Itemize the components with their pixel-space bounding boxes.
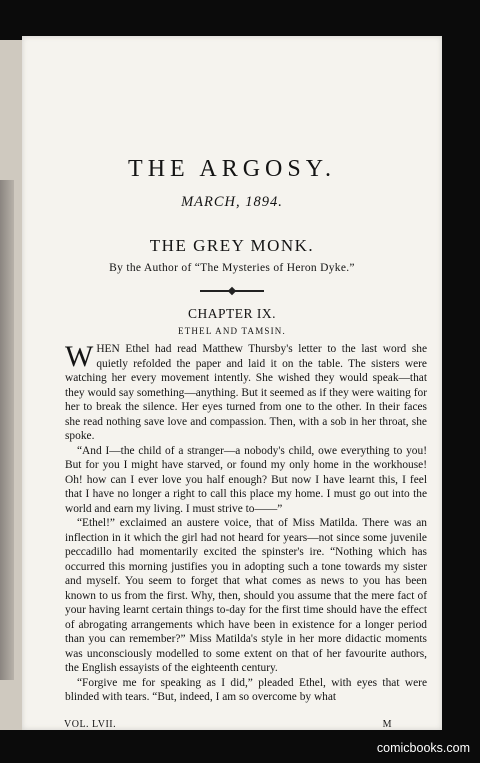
- magazine-page: [22, 36, 442, 730]
- adjacent-page-illustration-fragment: [0, 180, 14, 680]
- signature-mark: M: [382, 719, 392, 730]
- byline: By the Author of “The Mysteries of Heron Dyke.”: [109, 262, 355, 274]
- body-text: [65, 342, 427, 705]
- paragraph: “Ethel!” exclaimed an austere voice, that of Miss Matilda. There was an inflection in it which the girl had not heard for years—not since some juvenile peccadillo had momentarily excited the spinster's ire. “Nothing which has occurred this morning justifies you in adopting such a tone towards my sister and myself. You seem to forget that what comes as news to you has been known to us from the first. Why, then, should you assume that the mere fact of your having learnt certain things to-day for the first time should have the effect of abrogating arrangements which have been in existence for a longer period than you can remember?” Miss Matilda's style in her more didactic moments was unconsciously modelled to some extent on that of her favourite authors, the English essayists of the eighteenth century.: [65, 517, 427, 674]
- adjacent-page-edge: [0, 40, 23, 730]
- chapter-heading: CHAPTER IX.: [187, 306, 276, 321]
- paragraph: “And I—the child of a stranger—a nobody's child, owe everything to you! But for you I might have starved, or found my only home in the workhouse! Oh! how can I ever love you half enough? But now I have learnt this, I feel that I have no longer a right to call this place my home. I must go out into the world and earn my living. I must strive to——”: [65, 444, 427, 515]
- paragraph: “Forgive me for speaking as I did,” pleaded Ethel, with eyes that were blinded with tears. “But, indeed, I am so overcome by what: [65, 676, 427, 703]
- paragraph-text: HEN Ethel had read Matthew Thursby's letter to the last word she quietly refolded the paper and laid it on the table. The sisters were watching her every movement intently. She wished they would speak—that they would say something—anything. But it seemed as if they were waiting for her to break the silence. Her eyes turned from one to the other. In their faces she read nothing save love and compassion. Then, with a sob in her throat, she spoke.: [65, 343, 427, 442]
- watermark: comicbooks.com: [376, 741, 470, 755]
- chapter-subtitle: ETHEL AND TAMSIN.: [178, 326, 286, 336]
- paragraph: [65, 342, 427, 444]
- story-title: THE GREY MONK.: [149, 236, 315, 255]
- drop-cap: W: [65, 340, 94, 373]
- masthead: THE ARGOSY.: [128, 156, 336, 182]
- ornament-divider: [200, 288, 264, 294]
- volume-number: VOL. LVII.: [64, 719, 117, 730]
- issue-date: MARCH, 1894.: [181, 194, 283, 210]
- divider-diamond: [228, 287, 236, 295]
